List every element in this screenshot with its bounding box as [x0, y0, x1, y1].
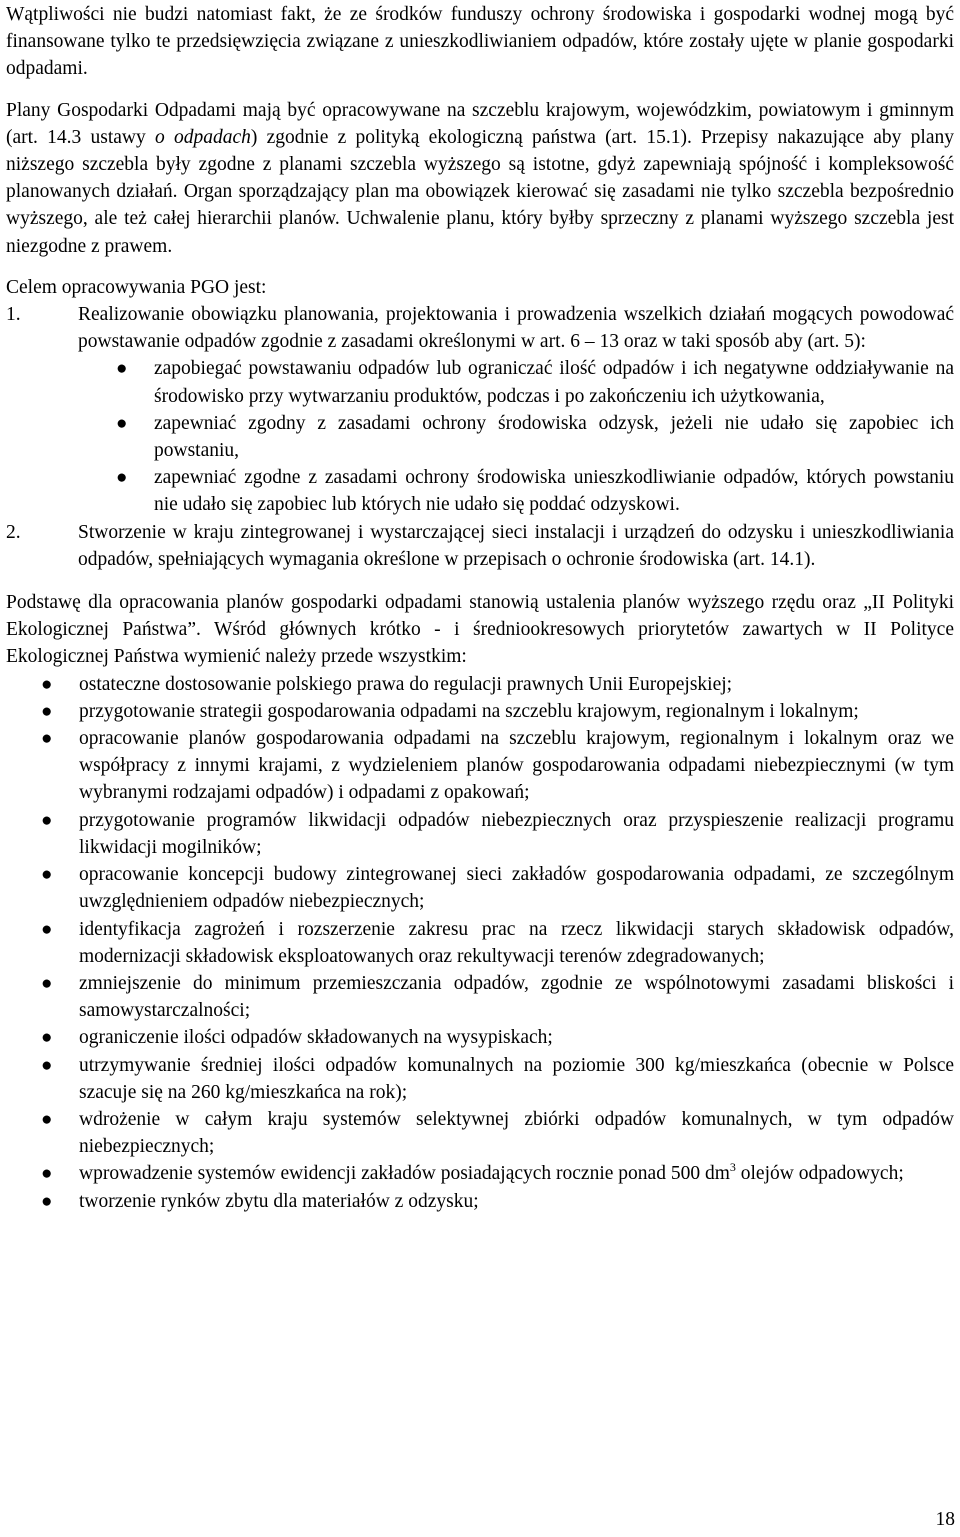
bullet-icon: ●	[116, 467, 128, 489]
priority-text: identyfikacja zagrożeń i rozszerzenie zakresu prac na rzecz likwidacji starych składowisk odpadów, modernizacji składowisk eksploatowanych oraz rekultywacji terenów zdegradowanych;	[79, 918, 954, 967]
paragraph-funding: Wątpliwości nie budzi natomiast fakt, że ze środków funduszy ochrony środowiska i gospodarki wodnej mogą być finansowane tylko te przedsięwzięcia związane z unieszkodliwianiem odpadów, które zostały ujęte w planie gospodarki odpadami.	[6, 4, 954, 80]
goal-item-1	[6, 301, 954, 355]
goal-1-sub-text: zapewniać zgodne z zasadami ochrony środowiska unieszkodliwianie odpadów, których powstaniu nie udało się zapobiec lub których nie udało się poddać odzyskowi.	[154, 467, 954, 516]
priority-item	[6, 916, 954, 970]
bullet-icon: ●	[41, 700, 53, 722]
act-title-italic: o odpadach	[155, 126, 251, 148]
bullet-icon: ●	[41, 918, 53, 940]
goal-1-sub-text: zapobiegać powstawaniu odpadów lub ograniczać ilość odpadów i ich negatywne oddziaływanie na środowisko przy wytwarzaniu produktów, podczas i po zakończeniu ich użytkowania,	[154, 358, 954, 407]
bullet-icon: ●	[41, 972, 53, 994]
goal-number-1: 1.	[6, 304, 21, 326]
priority-oils-part2: olejów odpadowych;	[735, 1163, 904, 1185]
priority-item	[6, 1052, 954, 1106]
priority-item	[6, 1160, 954, 1187]
goal-text-1: Realizowanie obowiązku planowania, projektowania i prowadzenia wszelkich działań mogących powodować powstawanie odpadów zgodnie z zasadami określonymi w art. 6 – 13 oraz w taki sposób aby (art. 5):	[78, 304, 954, 353]
priority-text: opracowanie planów gospodarowania odpadami na szczeblu krajowym, regionalnym i lokalnym oraz we współpracy z innymi krajami, z wydzieleniem planów gospodarowania odpadami niebezpiecznymi (w tym wybranymi rodzajami odpadów) i odpadami z opakowań;	[79, 728, 954, 804]
bullet-icon: ●	[41, 1163, 53, 1185]
paragraph-policy: Podstawę dla opracowania planów gospodarki odpadami stanowią ustalenia planów wyższego rzędu oraz „II Polityki Ekologicznej Państwa”. Wśród głównych krótko - i średniookresowych priorytetów zawartych w II Polityce Ekologicznej Państwa wymienić należy przede wszystkim:	[6, 592, 954, 668]
goal-item-2	[6, 519, 954, 573]
priority-text: zmniejszenie do minimum przemieszczania odpadów, zgodnie ze wspólnotowymi zasadami bliskości i samowystarczalności;	[79, 972, 954, 1022]
goal-1-sublist	[6, 355, 954, 518]
priority-item	[6, 807, 954, 861]
cubic-superscript: 3	[729, 1160, 736, 1175]
priority-text: ograniczenie ilości odpadów składowanych na wysypiskach;	[79, 1027, 553, 1049]
goals-heading: Celem opracowywania PGO jest:	[6, 276, 267, 298]
bullet-icon: ●	[41, 809, 53, 831]
paragraph-waste-plans	[6, 97, 954, 260]
goal-1-sub-item	[6, 464, 954, 518]
paragraph-waste-plans-part2: ) zgodnie z polityką ekologiczną państwa (art. 15.1). Przepisy nakazujące aby plany niższego szczebla były zgodne z planami szczebla wyższego są istotne, gdyż zapewniają spójność i kompleksowość planowanych działań. Organ sporządzający plan ma obowiązek kierować się zasadami nie tylko szczebla bezpośrednio wyższego, ale też całej hierarchii planów. Uchwalenie planu, który byłby sprzeczny z planami wyższego szczebla jest niezgodne z prawem.	[6, 126, 954, 257]
bullet-icon: ●	[41, 1027, 53, 1049]
priority-text: utrzymywanie średniej ilości odpadów komunalnych na poziomie 300 kg/mieszkańca (obecnie w Polsce szacuje się na 260 kg/mieszkańca na rok);	[79, 1054, 954, 1103]
bullet-icon: ●	[116, 358, 128, 380]
goal-1-sub-item	[6, 410, 954, 464]
priority-text: opracowanie koncepcji budowy zintegrowanej sieci zakładów gospodarowania odpadami, ze szczególnym uwzględnieniem odpadów niebezpiecznych;	[79, 864, 954, 913]
priority-item	[6, 861, 954, 915]
priority-item	[6, 1106, 954, 1160]
bullet-icon: ●	[41, 1108, 53, 1130]
priority-item	[6, 698, 954, 725]
priority-text: tworzenie rynków zbytu dla materiałów z odzysku;	[79, 1190, 479, 1212]
goal-text-2: Stworzenie w kraju zintegrowanej i wystarczającej sieci instalacji i urządzeń do odzysku i unieszkodliwiania odpadów, spełniających wymagania określone w przepisach o ochronie środowiska (art. 14.1).	[78, 521, 954, 570]
priority-text: ostateczne dostosowanie polskiego prawa do regulacji prawnych Unii Europejskiej;	[79, 673, 733, 695]
priority-text: przygotowanie strategii gospodarowania odpadami na szczeblu krajowym, regionalnym i lokalnym;	[79, 700, 859, 722]
priority-text: wdrożenie w całym kraju systemów selektywnej zbiórki odpadów komunalnych, w tym odpadów niebezpiecznych;	[79, 1108, 954, 1158]
page-number: 18	[935, 1509, 955, 1530]
bullet-icon: ●	[41, 673, 53, 695]
priority-oils-part1: wprowadzenie systemów ewidencji zakładów posiadających rocznie ponad 500 dm	[79, 1163, 730, 1185]
goal-number-2: 2.	[6, 521, 21, 543]
priority-text: przygotowanie programów likwidacji odpadów niebezpiecznych oraz przyspieszenie realizacji programu likwidacji mogilników;	[79, 809, 954, 858]
priority-item	[6, 970, 954, 1024]
bullet-icon: ●	[41, 1190, 53, 1212]
priority-item	[6, 1188, 954, 1215]
goal-1-sub-text: zapewniać zgodny z zasadami ochrony środowiska odzysk, jeżeli nie udało się zapobiec ich powstaniu,	[154, 412, 954, 462]
bullet-icon: ●	[41, 1054, 53, 1076]
priority-item	[6, 1024, 954, 1051]
goal-1-sub-item	[6, 355, 954, 409]
priority-item	[6, 725, 954, 807]
bullet-icon: ●	[41, 728, 53, 750]
priorities-list	[6, 671, 954, 1215]
priority-text-oils	[79, 1160, 904, 1185]
bullet-icon: ●	[116, 412, 128, 434]
document-page	[6, 0, 954, 1215]
priority-item	[6, 671, 954, 698]
bullet-icon: ●	[41, 864, 53, 886]
paragraph-waste-plans-part1: Plany Gospodarki Odpadami mają być opracowywane na szczeblu krajowym, wojewódzkim, powiatowym i gminnym (art. 14.3 ustawy	[6, 99, 954, 148]
